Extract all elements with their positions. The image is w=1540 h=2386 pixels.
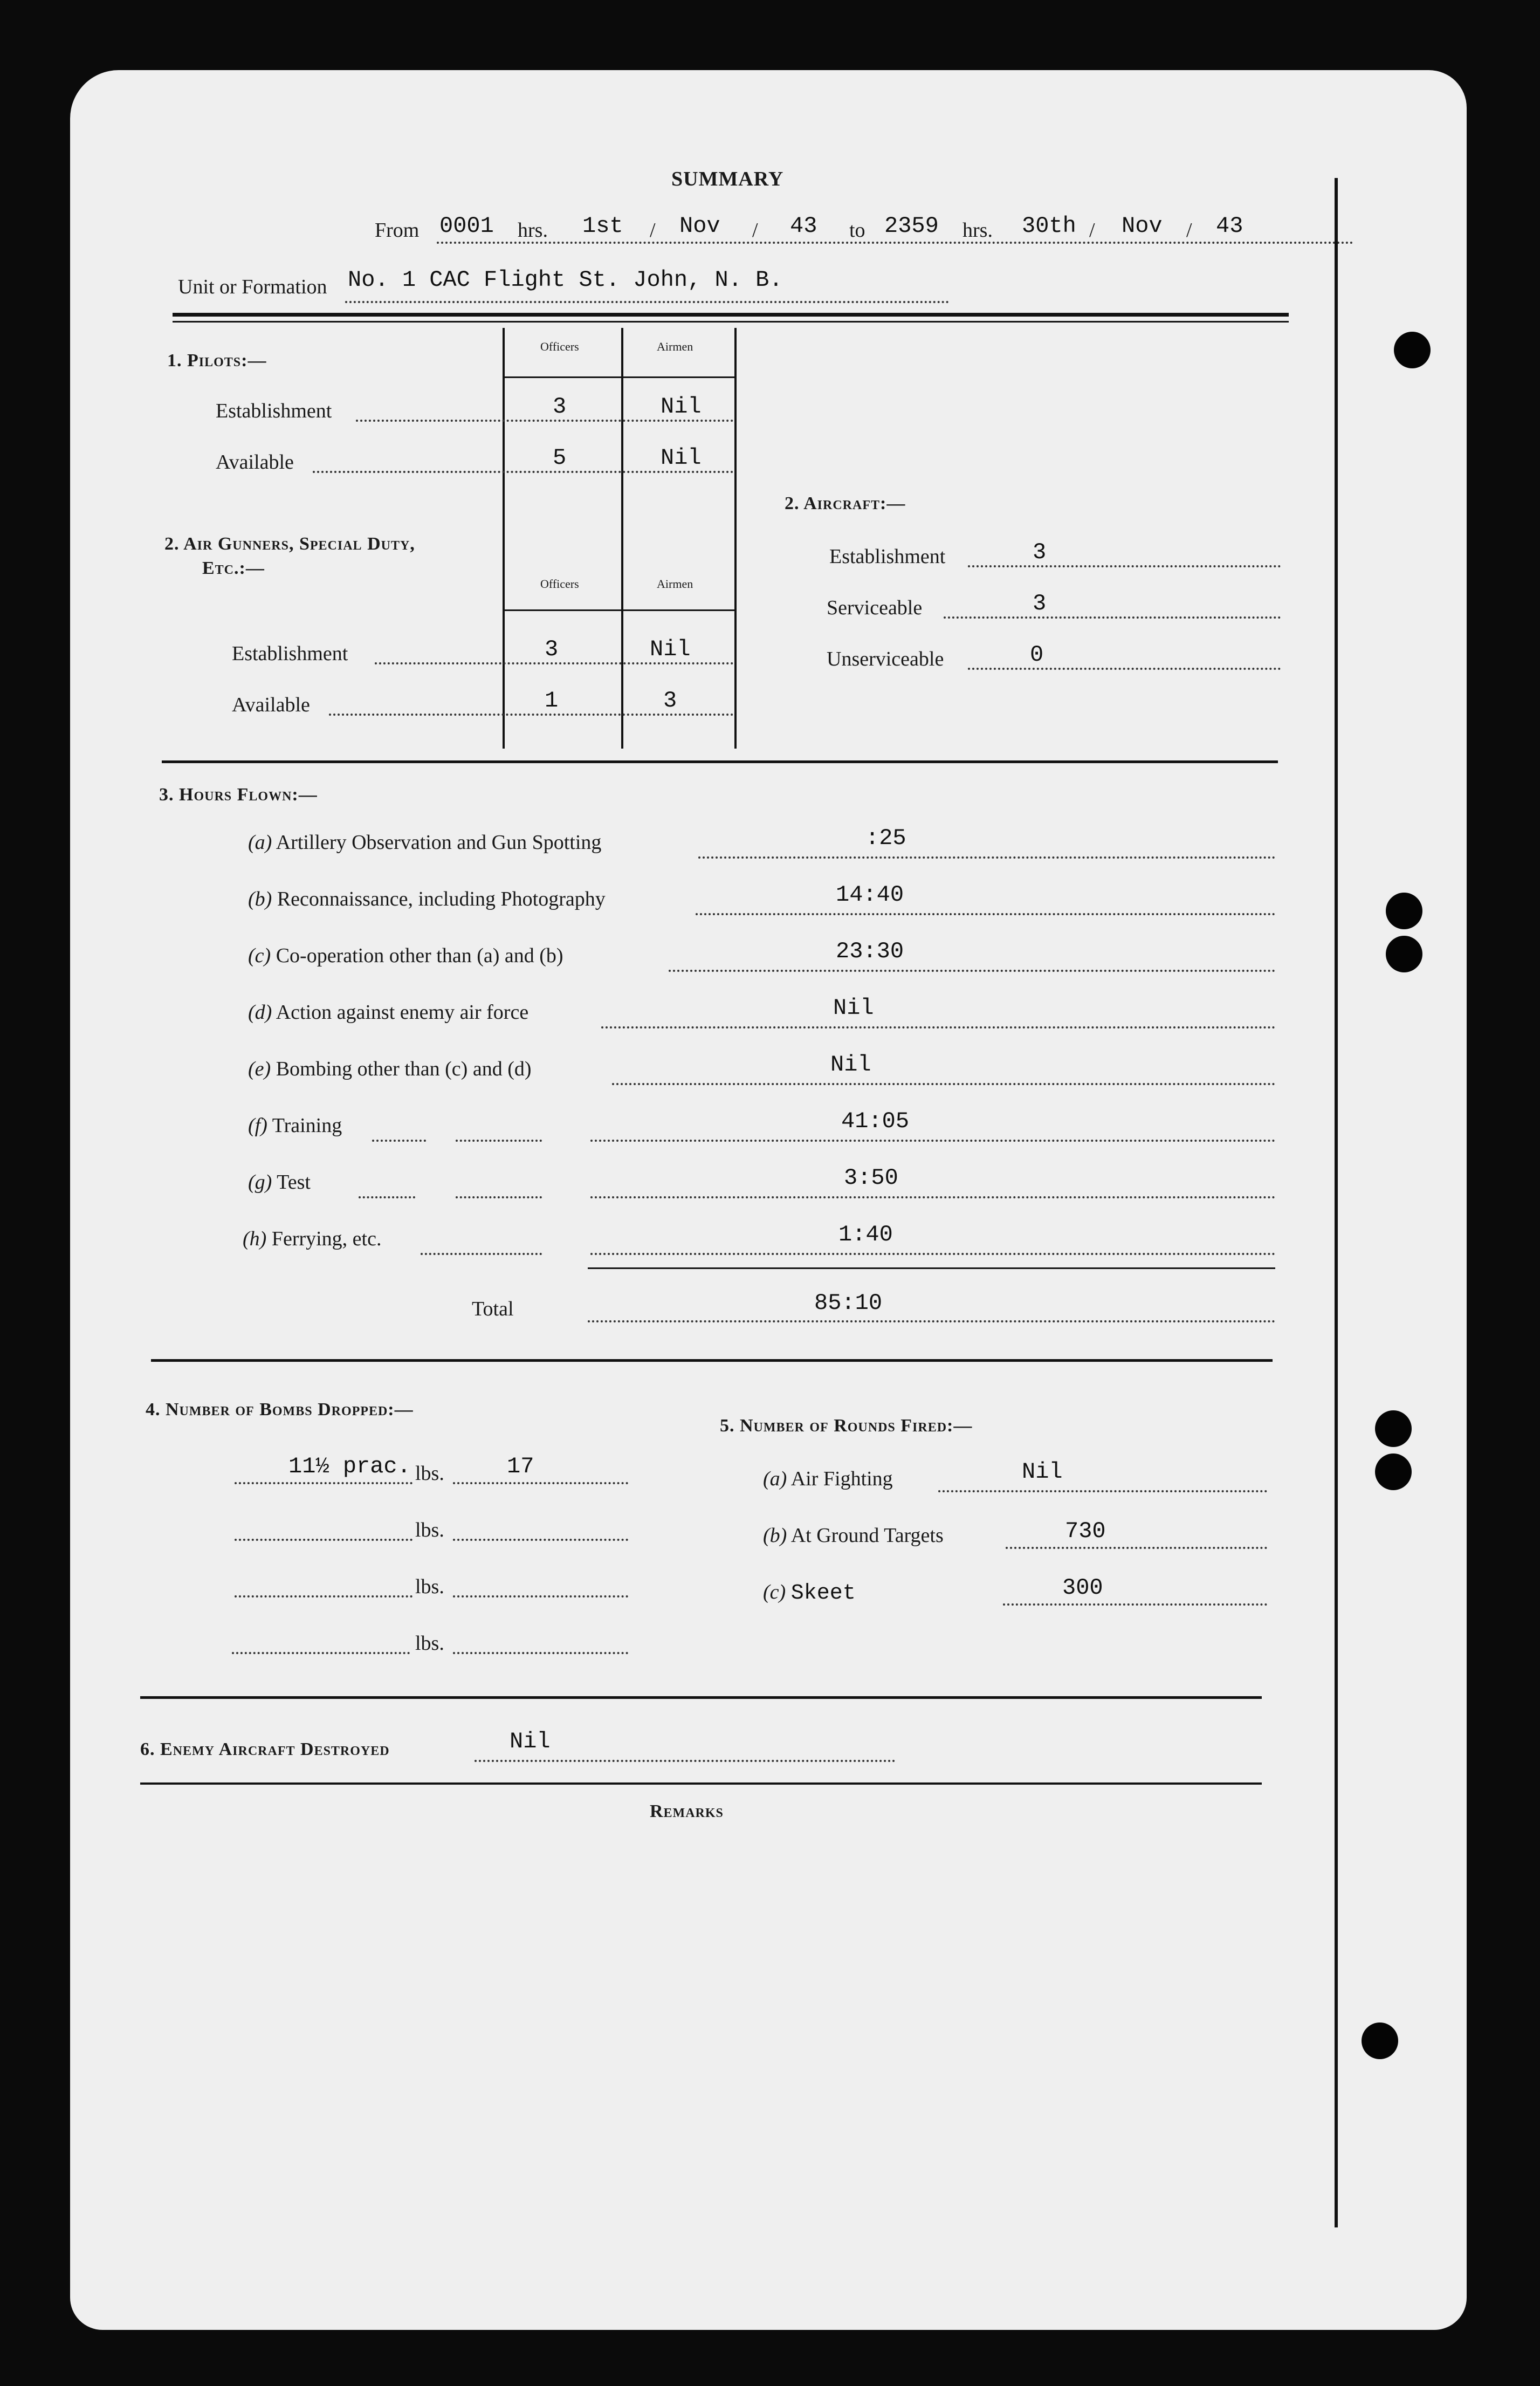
bombs-heading: 4. Number of Bombs Dropped:—: [146, 1400, 414, 1420]
bomb-count-value: 17: [507, 1453, 534, 1479]
binder-hole: [1394, 332, 1431, 368]
rounds-row-value: 300: [1062, 1575, 1103, 1601]
aircraft-row-value: 0: [1030, 642, 1044, 668]
hours-row-key: (f): [248, 1114, 267, 1137]
slash-4: /: [1186, 219, 1192, 242]
rounds-row-text: Skeet: [790, 1581, 856, 1606]
aircraft-row-line: [968, 565, 1281, 567]
gunners-row-line: [329, 714, 733, 716]
hours-row-value: 41:05: [841, 1108, 910, 1134]
hours-row-line: [590, 1253, 1275, 1255]
document-sheet: [70, 70, 1467, 2330]
pilots-row-label: Establishment: [216, 400, 332, 422]
hours-row-value: :25: [865, 825, 906, 851]
table-head-rule-2: [503, 609, 737, 611]
from-time: 0001: [439, 213, 494, 239]
to-month: Nov: [1122, 213, 1163, 239]
hours-row-key: (a): [248, 831, 272, 854]
lbs-label: lbs.: [415, 1462, 444, 1485]
bomb-type-value: 11½ prac.: [288, 1453, 411, 1479]
aircraft-row-label: Establishment: [829, 545, 946, 568]
pilots-col-officers: Officers: [540, 340, 579, 353]
hours-row-text: Co-operation other than (a) and (b): [276, 944, 563, 967]
aircraft-row-value: 3: [1033, 591, 1047, 616]
bomb-count-line: [453, 1595, 628, 1597]
hours-row-line: [372, 1140, 426, 1142]
hours-row-value: 23:30: [836, 938, 904, 964]
gunners-airmen-value: 3: [663, 688, 677, 714]
pilots-row-line: [356, 420, 733, 422]
from-day: 1st: [582, 213, 623, 239]
hours-row-line: [612, 1083, 1275, 1085]
hours-row-line: [359, 1196, 415, 1198]
aircraft-heading: 2. Aircraft:—: [785, 493, 906, 513]
hours-row-text: Bombing other than (c) and (d): [276, 1058, 532, 1080]
hours-row-line: [456, 1140, 542, 1142]
hours-row-key: (e): [248, 1058, 271, 1080]
lbs-label: lbs.: [415, 1575, 444, 1598]
lbs-label: lbs.: [415, 1519, 444, 1541]
section-rule: [162, 760, 1278, 763]
gunners-col-airmen: Airmen: [657, 577, 693, 591]
rounds-row-label: [763, 1524, 944, 1547]
pilots-row-label: Available: [216, 451, 294, 474]
bomb-count-line: [453, 1652, 628, 1654]
aircraft-row-label: Serviceable: [827, 596, 923, 619]
table-head-rule-1: [503, 376, 737, 378]
hours-row-label: [248, 1114, 342, 1137]
hours-row-value: 1:40: [838, 1222, 893, 1247]
slash-1: /: [650, 219, 656, 242]
gunners-officers-value: 1: [545, 688, 559, 714]
hours-row-text: Action against enemy air force: [276, 1001, 529, 1024]
bomb-type-line: [232, 1652, 410, 1654]
rounds-row-line: [1006, 1547, 1267, 1549]
unit-value: No. 1 CAC Flight St. John, N. B.: [348, 267, 783, 293]
enemy-line: [475, 1760, 895, 1762]
binder-hole: [1362, 2022, 1398, 2059]
hours-row-text: Artillery Observation and Gun Spotting: [276, 831, 602, 854]
header-rule: [173, 313, 1289, 317]
aircraft-row-label: Unserviceable: [827, 648, 944, 670]
bomb-count-line: [453, 1482, 628, 1484]
pilots-airmen-value: Nil: [661, 394, 702, 420]
gunners-officers-value: 3: [545, 636, 559, 662]
total-rule: [588, 1267, 1275, 1269]
binder-hole: [1386, 936, 1422, 972]
hours-heading: 3. Hours Flown:—: [159, 785, 318, 805]
rounds-row-value: 730: [1065, 1518, 1106, 1544]
slash-3: /: [1089, 219, 1095, 242]
bomb-count-line: [453, 1539, 628, 1541]
total-label: Total: [472, 1298, 514, 1320]
from-label: From: [375, 219, 420, 242]
pilots-officers-value: 3: [553, 394, 567, 420]
pilots-col-airmen: Airmen: [657, 340, 693, 353]
pilots-heading: 1. Pilots:—: [167, 351, 267, 371]
to-day: 30th: [1022, 213, 1076, 239]
rounds-row-label: [763, 1467, 893, 1491]
section-rule: [140, 1782, 1262, 1785]
hours-row-text: Ferrying, etc.: [271, 1228, 382, 1250]
to-time: 2359: [884, 213, 939, 239]
hours-row-line: [456, 1196, 542, 1198]
hours-row-value: Nil: [833, 995, 874, 1021]
header-rule-thin: [173, 321, 1289, 323]
binder-hole: [1386, 893, 1422, 929]
hours-row-label: [243, 1227, 381, 1251]
page-title: SUMMARY: [671, 168, 784, 190]
margin-rule: [1335, 178, 1338, 2227]
rounds-row-key: (a): [763, 1468, 787, 1490]
aircraft-row-line: [944, 616, 1281, 619]
hours-row-label: [248, 1170, 311, 1194]
from-month: Nov: [679, 213, 720, 239]
hours-row-line: [696, 913, 1275, 915]
hours-row-text: Training: [272, 1114, 342, 1137]
to-label: to: [849, 219, 865, 242]
gunners-row-label: Available: [232, 694, 310, 716]
hours-row-label: [248, 944, 563, 968]
gunners-row-label: Establishment: [232, 642, 348, 665]
hours-row-value: Nil: [830, 1052, 871, 1078]
slash-2: /: [752, 219, 758, 242]
hours-row-text: Test: [277, 1171, 311, 1194]
section-rule: [151, 1359, 1273, 1362]
binder-hole: [1375, 1453, 1412, 1490]
gunners-col-officers: Officers: [540, 577, 579, 591]
hours-row-label: [248, 831, 601, 854]
hours-row-text: Reconnaissance, including Photography: [277, 888, 606, 910]
hours-row-key: (g): [248, 1171, 272, 1194]
rounds-heading: 5. Number of Rounds Fired:—: [720, 1416, 973, 1436]
to-year: 43: [1216, 213, 1243, 239]
hours-row-line: [698, 856, 1275, 859]
hrs-label: hrs.: [518, 219, 548, 242]
aircraft-row-value: 3: [1033, 539, 1047, 565]
hours-row-label: [248, 1057, 532, 1081]
pilots-officers-value: 5: [553, 445, 567, 471]
hours-row-value: 3:50: [844, 1165, 898, 1191]
hours-row-value: 14:40: [836, 882, 904, 908]
enemy-heading: 6. Enemy Aircraft Destroyed: [140, 1739, 390, 1759]
pilots-airmen-value: Nil: [661, 445, 702, 471]
rounds-row-line: [938, 1490, 1267, 1492]
unit-line: [345, 301, 949, 303]
binder-hole: [1375, 1410, 1412, 1447]
hours-row-label: [248, 1000, 528, 1024]
rounds-row-text: Air Fighting: [790, 1468, 893, 1490]
hours-row-line: [590, 1196, 1275, 1198]
rounds-row-key: (c): [763, 1581, 786, 1603]
rounds-row-text: At Ground Targets: [790, 1524, 944, 1547]
total-value: 85:10: [814, 1290, 883, 1316]
gunners-airmen-value: Nil: [650, 636, 691, 662]
rounds-row-value: Nil: [1022, 1459, 1063, 1485]
hours-row-line: [669, 970, 1275, 972]
hours-row-key: (c): [248, 944, 271, 967]
enemy-value: Nil: [510, 1729, 551, 1754]
hours-row-key: (d): [248, 1001, 272, 1024]
hours-row-key: (b): [248, 888, 272, 910]
bomb-type-line: [235, 1482, 412, 1484]
gunners-row-line: [375, 662, 733, 664]
section-rule: [140, 1696, 1262, 1699]
rounds-row-line: [1003, 1603, 1267, 1606]
remarks-heading: Remarks: [650, 1801, 724, 1821]
hours-row-line: [601, 1026, 1275, 1029]
rounds-row-label: [763, 1580, 856, 1606]
rounds-row-key: (b): [763, 1524, 787, 1547]
table-col-rule-1: [503, 328, 505, 749]
air-gunners-heading: 2. Air Gunners, Special Duty,: [164, 534, 415, 554]
hours-row-line: [421, 1253, 542, 1255]
period-line: [437, 242, 1353, 244]
unit-label: Unit or Formation: [178, 276, 327, 298]
aircraft-row-line: [968, 668, 1281, 670]
table-col-rule-2: [621, 328, 623, 749]
table-col-rule-3: [734, 328, 737, 749]
pilots-row-line: [313, 471, 733, 473]
bomb-type-line: [235, 1539, 412, 1541]
total-line: [588, 1320, 1275, 1322]
hrs-label-2: hrs.: [962, 219, 993, 242]
bomb-type-line: [235, 1595, 412, 1597]
hours-row-line: [590, 1140, 1275, 1142]
hours-row-key: (h): [243, 1228, 267, 1250]
lbs-label: lbs.: [415, 1632, 444, 1655]
air-gunners-heading-2: Etc.:—: [202, 558, 265, 578]
from-year: 43: [790, 213, 817, 239]
hours-row-label: [248, 887, 606, 911]
